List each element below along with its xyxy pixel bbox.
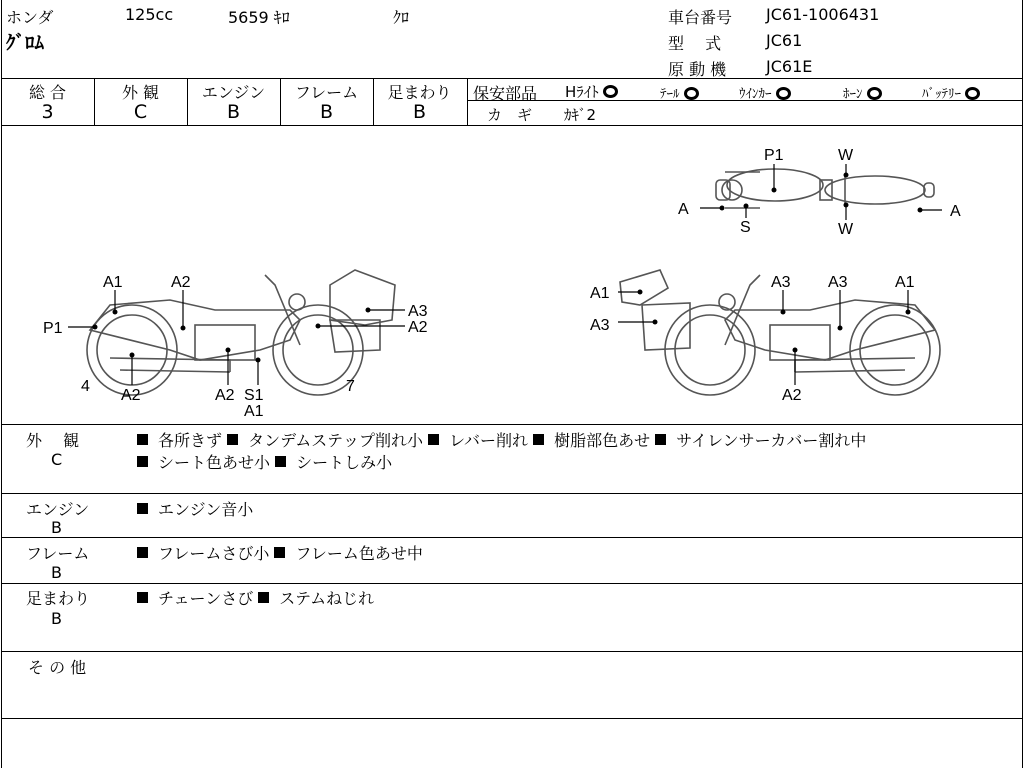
label-right-a2: A2 [782,387,802,404]
note-item: フレームさび小 [158,544,270,563]
label-left-4: 4 [81,378,90,395]
bullet-square-icon [137,456,148,467]
divider [1,424,1023,425]
damage-diagram [0,126,1024,424]
label-top-a2: A [950,203,961,220]
notes-frame-items [137,541,423,564]
note-item: ステムねじれ [279,589,375,608]
divider [1,493,1023,494]
leader-lines [68,164,942,385]
color: ｸﾛ [393,8,410,27]
notes-engine-label: エンジン [26,500,90,519]
engine-value: JC61E [766,57,813,76]
notes-exterior-line2 [137,450,392,473]
notes-suspension-items [137,586,374,609]
grade-exterior-value: C [133,101,148,123]
bullet-square-icon [428,434,439,445]
label-left-a2-front: A2 [408,319,428,336]
grade-engine-label: エンジン [201,83,266,102]
bullet-square-icon [258,592,269,603]
notes-other-label: そ の 他 [28,658,87,677]
frame-no-label: 車台番号 [668,8,733,27]
note-item: 各所きず [158,431,223,450]
grade-overall-value: 3 [41,101,54,123]
safety-item-headlight [565,81,618,102]
note-item: シートしみ小 [296,453,393,472]
maker: ホンダ [6,8,54,27]
notes-suspension-label: 足まわり [26,589,91,608]
notes-exterior-grade: C [51,450,63,469]
label-left-p1: P1 [43,320,63,337]
note-item: 樹脂部色あせ [554,431,651,450]
divider [467,78,468,125]
displacement: 125cc [125,5,174,24]
bullet-square-icon [533,434,544,445]
label-top-p1: P1 [764,147,784,164]
safety-title: 保安部品 [473,84,538,103]
note-item: エンジン音小 [158,500,254,519]
note-item: タンデムステップ削れ小 [248,431,423,450]
ok-circle-icon [776,87,791,100]
label-left-a2-engine: A2 [215,387,235,404]
safety-item-tail [660,83,699,102]
grade-exterior-label: 外 観 [121,83,160,102]
damage-dots [93,173,923,363]
label-top-a1: A [678,201,689,218]
note-item: フレーム色あせ中 [295,544,423,563]
notes-frame-grade: B [51,563,62,582]
ok-circle-icon [603,85,618,98]
grade-frame-label: フレーム [294,83,359,102]
label-left-s1: S1 [244,387,264,404]
key-value: ｶｷﾞ2 [564,106,597,124]
label-left-a2-bottom: A2 [121,387,141,404]
bullet-square-icon [137,547,148,558]
ok-circle-icon [684,87,699,100]
frame-no: JC61-1006431 [766,5,880,24]
note-item: シート色あせ小 [158,453,271,472]
label-right-a3-front: A3 [590,317,610,334]
diagram-labels [43,147,961,420]
ok-circle-icon [867,87,882,100]
label-right-a1-front: A1 [590,285,610,302]
label-left-a3: A3 [408,303,428,320]
grade-suspension-label: 足まわり [387,83,452,102]
note-item: レバー削れ [449,431,528,450]
label-top-w2: W [838,221,854,238]
notes-exterior-label: 外 観 [26,431,80,450]
label-top-w1: W [838,147,854,164]
grade-suspension-value: B [412,101,427,123]
label-top-s: S [740,219,751,236]
divider [1,583,1023,584]
label-right-a1-rear: A1 [895,274,915,291]
notes-exterior-line1 [137,428,866,451]
bullet-square-icon [137,434,148,445]
note-item: サイレンサーカバー割れ中 [676,431,867,450]
label-left-a1: A1 [103,274,123,291]
mileage: 5659 ｷﾛ [228,8,290,27]
safety-item-winker [739,83,791,102]
safety-item-label: ﾎｰﾝ [843,87,863,102]
bike-top-view [716,169,934,208]
key-label: カ ギ [487,106,533,124]
notes-suspension-grade: B [51,609,62,628]
bullet-square-icon [274,547,285,558]
bullet-square-icon [655,434,666,445]
bullet-square-icon [275,456,286,467]
engine-label: 原 動 機 [668,60,727,79]
notes-engine-grade: B [51,518,62,537]
safety-item-label: ﾃｰﾙ [660,87,680,102]
safety-item-label: ｳｲﾝｶｰ [739,87,772,102]
bullet-square-icon [137,592,148,603]
divider [1,537,1023,538]
grade-engine-value: B [226,101,241,123]
type-label: 型 式 [668,34,722,53]
divider [1,78,1023,79]
note-item: チェーンさび [158,589,254,608]
label-left-7: 7 [346,378,355,395]
grade-frame-value: B [319,101,334,123]
bullet-square-icon [137,503,148,514]
ok-circle-icon [965,87,980,100]
label-right-a3-tank: A3 [771,274,791,291]
label-right-a3-seat: A3 [828,274,848,291]
safety-item-label: Hﾗｲﾄ [565,83,599,101]
notes-engine-items [137,497,253,520]
safety-item-label: ﾊﾞｯﾃﾘｰ [922,87,961,102]
notes-frame-label: フレーム [26,544,90,563]
safety-item-horn [843,83,882,102]
grade-overall-label: 総 合 [28,83,67,102]
bullet-square-icon [227,434,238,445]
bike-left-side [87,270,395,395]
safety-item-battery [922,83,980,102]
model-name: ｸﾞﾛﾑ [6,32,45,54]
divider [1,718,1023,719]
divider [1,651,1023,652]
label-left-a2-top: A2 [171,274,191,291]
label-left-a1-bottom: A1 [244,403,264,420]
type-value: JC61 [766,31,803,50]
